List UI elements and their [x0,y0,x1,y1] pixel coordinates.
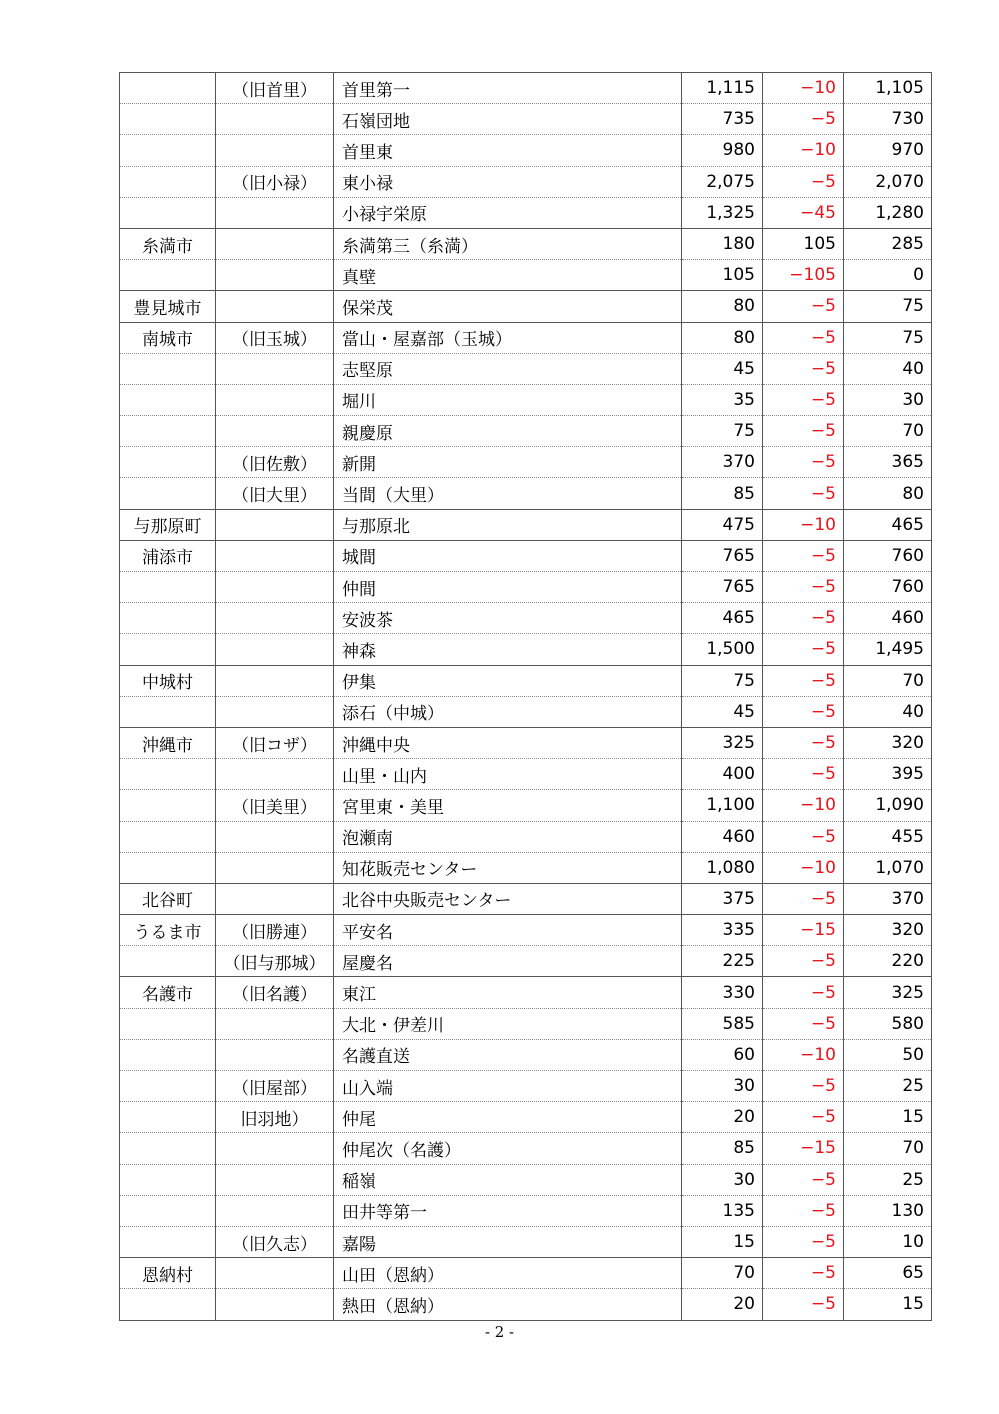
change-count-cell: −5 [763,727,844,758]
former-municipality-cell [216,1289,334,1320]
before-count-cell: 325 [682,727,763,758]
former-municipality-cell: （旧大里） [216,478,334,509]
municipality-cell [120,603,216,634]
former-municipality-cell [216,852,334,883]
location-name-cell: 石嶺団地 [334,104,682,135]
before-count-cell: 585 [682,1008,763,1039]
location-name-cell: 親慶原 [334,416,682,447]
former-municipality-cell [216,634,334,665]
change-count-cell: −10 [763,73,844,104]
former-municipality-cell [216,1039,334,1070]
before-count-cell: 60 [682,1039,763,1070]
table-row [120,322,932,353]
table-row [120,946,932,977]
after-count-cell: 10 [844,1226,932,1257]
before-count-cell: 75 [682,665,763,696]
location-name-cell: 田井等第一 [334,1195,682,1226]
municipality-cell: 南城市 [120,322,216,353]
municipality-cell [120,1039,216,1070]
table-row [120,1008,932,1039]
after-count-cell: 460 [844,603,932,634]
before-count-cell: 45 [682,696,763,727]
table-row [120,478,932,509]
after-count-cell: 25 [844,1071,932,1102]
table-row [120,696,932,727]
before-count-cell: 2,075 [682,166,763,197]
before-count-cell: 765 [682,540,763,571]
after-count-cell: 760 [844,540,932,571]
change-count-cell: −5 [763,603,844,634]
location-name-cell: 東江 [334,977,682,1008]
after-count-cell: 320 [844,915,932,946]
location-name-cell: 添石（中城） [334,696,682,727]
before-count-cell: 30 [682,1071,763,1102]
after-count-cell: 75 [844,322,932,353]
former-municipality-cell [216,1164,334,1195]
location-name-cell: 首里東 [334,135,682,166]
location-name-cell: 首里第一 [334,73,682,104]
change-count-cell: −5 [763,1164,844,1195]
table-row [120,1133,932,1164]
before-count-cell: 85 [682,478,763,509]
former-municipality-cell: （旧小禄） [216,166,334,197]
change-count-cell: −5 [763,1195,844,1226]
change-count-cell: −5 [763,946,844,977]
table-row [120,603,932,634]
municipality-cell: 豊見城市 [120,291,216,322]
location-name-cell: 糸満第三（糸満） [334,228,682,259]
former-municipality-cell [216,509,334,540]
former-municipality-cell [216,572,334,603]
table-row [120,572,932,603]
municipality-cell [120,1164,216,1195]
former-municipality-cell: （旧与那城） [216,946,334,977]
change-count-cell: −45 [763,197,844,228]
before-count-cell: 105 [682,260,763,291]
table-row [120,384,932,415]
municipality-cell: 名護市 [120,977,216,1008]
table-row [120,1289,932,1320]
municipality-cell: 沖縄市 [120,727,216,758]
location-name-cell: 知花販売センター [334,852,682,883]
location-name-cell: 与那原北 [334,509,682,540]
location-name-cell: 山田（恩納） [334,1258,682,1289]
former-municipality-cell [216,135,334,166]
change-count-cell: −10 [763,852,844,883]
change-count-cell: −5 [763,322,844,353]
change-count-cell: −5 [763,1226,844,1257]
change-count-cell: −5 [763,353,844,384]
location-name-cell: 北谷中央販売センター [334,883,682,914]
municipality-cell: うるま市 [120,915,216,946]
table-row [120,540,932,571]
former-municipality-cell [216,291,334,322]
former-municipality-cell: （旧美里） [216,790,334,821]
location-name-cell: 仲尾 [334,1102,682,1133]
location-name-cell: 名護直送 [334,1039,682,1070]
location-name-cell: 当間（大里） [334,478,682,509]
change-count-cell: −5 [763,1258,844,1289]
location-name-cell: 屋慶名 [334,946,682,977]
after-count-cell: 70 [844,665,932,696]
table-row [120,1258,932,1289]
after-count-cell: 760 [844,572,932,603]
change-count-cell: −15 [763,915,844,946]
former-municipality-cell [216,821,334,852]
change-count-cell: −5 [763,540,844,571]
before-count-cell: 35 [682,384,763,415]
municipality-cell [120,696,216,727]
former-municipality-cell: （旧佐敷） [216,447,334,478]
location-name-cell: 宮里東・美里 [334,790,682,821]
municipality-cell [120,1133,216,1164]
table-row [120,1039,932,1070]
change-count-cell: 105 [763,228,844,259]
table-row [120,821,932,852]
former-municipality-cell [216,1133,334,1164]
change-count-cell: −5 [763,291,844,322]
before-count-cell: 765 [682,572,763,603]
page-number: - 2 - [484,1323,515,1341]
before-count-cell: 15 [682,1226,763,1257]
location-name-cell: 城間 [334,540,682,571]
municipality-cell [120,260,216,291]
after-count-cell: 130 [844,1195,932,1226]
table-row [120,260,932,291]
after-count-cell: 40 [844,353,932,384]
location-name-cell: 嘉陽 [334,1226,682,1257]
table-row [120,291,932,322]
before-count-cell: 30 [682,1164,763,1195]
municipality-cell [120,946,216,977]
location-name-cell: 平安名 [334,915,682,946]
former-municipality-cell [216,1258,334,1289]
change-count-cell: −5 [763,1008,844,1039]
change-count-cell: −5 [763,447,844,478]
location-name-cell: 仲間 [334,572,682,603]
after-count-cell: 455 [844,821,932,852]
municipality-cell: 浦添市 [120,540,216,571]
municipality-cell [120,197,216,228]
former-municipality-cell [216,696,334,727]
table-row [120,977,932,1008]
municipality-cell [120,1008,216,1039]
after-count-cell: 580 [844,1008,932,1039]
change-count-cell: −5 [763,1102,844,1133]
after-count-cell: 285 [844,228,932,259]
municipality-cell [120,104,216,135]
former-municipality-cell [216,228,334,259]
after-count-cell: 395 [844,759,932,790]
before-count-cell: 80 [682,291,763,322]
change-count-cell: −5 [763,821,844,852]
change-count-cell: −10 [763,790,844,821]
former-municipality-cell [216,260,334,291]
table-row [120,634,932,665]
after-count-cell: 15 [844,1289,932,1320]
former-municipality-cell [216,883,334,914]
table-row [120,852,932,883]
after-count-cell: 70 [844,416,932,447]
municipality-cell [120,790,216,821]
table-row [120,1164,932,1195]
location-name-cell: 伊集 [334,665,682,696]
table-row [120,1195,932,1226]
before-count-cell: 20 [682,1102,763,1133]
change-count-cell: −5 [763,665,844,696]
location-name-cell: 沖縄中央 [334,727,682,758]
after-count-cell: 370 [844,883,932,914]
former-municipality-cell [216,665,334,696]
before-count-cell: 85 [682,1133,763,1164]
municipality-cell [120,416,216,447]
after-count-cell: 30 [844,384,932,415]
after-count-cell: 220 [844,946,932,977]
change-count-cell: −5 [763,883,844,914]
table-row [120,447,932,478]
after-count-cell: 1,105 [844,73,932,104]
change-count-cell: −5 [763,977,844,1008]
municipality-cell [120,1195,216,1226]
before-count-cell: 20 [682,1289,763,1320]
before-count-cell: 180 [682,228,763,259]
before-count-cell: 1,100 [682,790,763,821]
former-municipality-cell: （旧玉城） [216,322,334,353]
location-name-cell: 稲嶺 [334,1164,682,1195]
municipality-cell [120,1102,216,1133]
table-row [120,509,932,540]
former-municipality-cell [216,759,334,790]
location-name-cell: 堀川 [334,384,682,415]
table-row [120,197,932,228]
former-municipality-cell: （旧久志） [216,1226,334,1257]
after-count-cell: 25 [844,1164,932,1195]
former-municipality-cell: （旧コザ） [216,727,334,758]
change-count-cell: −5 [763,166,844,197]
change-count-cell: −10 [763,509,844,540]
location-name-cell: 志堅原 [334,353,682,384]
location-name-cell: 泡瀬南 [334,821,682,852]
after-count-cell: 465 [844,509,932,540]
change-count-cell: −10 [763,135,844,166]
table-row [120,1226,932,1257]
municipality-cell [120,353,216,384]
former-municipality-cell [216,353,334,384]
after-count-cell: 2,070 [844,166,932,197]
table-row [120,883,932,914]
former-municipality-cell [216,104,334,135]
former-municipality-cell: （旧屋部） [216,1071,334,1102]
municipality-cell [120,135,216,166]
municipality-cell: 糸満市 [120,228,216,259]
distribution-table [119,72,932,1321]
municipality-cell [120,384,216,415]
municipality-cell [120,73,216,104]
after-count-cell: 70 [844,1133,932,1164]
after-count-cell: 1,070 [844,852,932,883]
table-row [120,416,932,447]
former-municipality-cell [216,197,334,228]
after-count-cell: 15 [844,1102,932,1133]
change-count-cell: −105 [763,260,844,291]
table-row [120,166,932,197]
location-name-cell: 仲尾次（名護） [334,1133,682,1164]
change-count-cell: −15 [763,1133,844,1164]
municipality-cell [120,852,216,883]
location-name-cell: 神森 [334,634,682,665]
table-row [120,727,932,758]
before-count-cell: 370 [682,447,763,478]
before-count-cell: 330 [682,977,763,1008]
table-row [120,353,932,384]
location-name-cell: 新開 [334,447,682,478]
after-count-cell: 365 [844,447,932,478]
former-municipality-cell [216,1008,334,1039]
former-municipality-cell: 旧羽地） [216,1102,334,1133]
former-municipality-cell [216,384,334,415]
after-count-cell: 325 [844,977,932,1008]
before-count-cell: 375 [682,883,763,914]
after-count-cell: 80 [844,478,932,509]
before-count-cell: 335 [682,915,763,946]
location-name-cell: 熱田（恩納） [334,1289,682,1320]
location-name-cell: 保栄茂 [334,291,682,322]
municipality-cell [120,572,216,603]
location-name-cell: 山入端 [334,1071,682,1102]
change-count-cell: −5 [763,1289,844,1320]
after-count-cell: 1,280 [844,197,932,228]
change-count-cell: −5 [763,104,844,135]
before-count-cell: 1,115 [682,73,763,104]
table-row [120,1102,932,1133]
location-name-cell: 小禄宇栄原 [334,197,682,228]
municipality-cell [120,166,216,197]
change-count-cell: −5 [763,384,844,415]
before-count-cell: 475 [682,509,763,540]
former-municipality-cell [216,416,334,447]
before-count-cell: 70 [682,1258,763,1289]
municipality-cell: 北谷町 [120,883,216,914]
municipality-cell [120,478,216,509]
after-count-cell: 970 [844,135,932,166]
former-municipality-cell: （旧名護） [216,977,334,1008]
before-count-cell: 45 [682,353,763,384]
before-count-cell: 1,500 [682,634,763,665]
table-row [120,73,932,104]
municipality-cell [120,447,216,478]
table-row [120,759,932,790]
after-count-cell: 1,495 [844,634,932,665]
table-row [120,104,932,135]
before-count-cell: 980 [682,135,763,166]
before-count-cell: 135 [682,1195,763,1226]
location-name-cell: 真壁 [334,260,682,291]
municipality-cell [120,1226,216,1257]
before-count-cell: 1,325 [682,197,763,228]
change-count-cell: −5 [763,759,844,790]
former-municipality-cell: （旧首里） [216,73,334,104]
after-count-cell: 320 [844,727,932,758]
change-count-cell: −5 [763,572,844,603]
after-count-cell: 50 [844,1039,932,1070]
before-count-cell: 75 [682,416,763,447]
table-row [120,665,932,696]
former-municipality-cell [216,603,334,634]
table-row [120,135,932,166]
change-count-cell: −5 [763,1071,844,1102]
before-count-cell: 465 [682,603,763,634]
before-count-cell: 460 [682,821,763,852]
after-count-cell: 1,090 [844,790,932,821]
municipality-cell: 中城村 [120,665,216,696]
table-row [120,1071,932,1102]
location-name-cell: 東小禄 [334,166,682,197]
municipality-cell [120,1071,216,1102]
table-row [120,228,932,259]
location-name-cell: 大北・伊差川 [334,1008,682,1039]
municipality-cell [120,759,216,790]
former-municipality-cell: （旧勝連） [216,915,334,946]
after-count-cell: 730 [844,104,932,135]
municipality-cell [120,1289,216,1320]
municipality-cell: 恩納村 [120,1258,216,1289]
change-count-cell: −5 [763,634,844,665]
municipality-cell: 与那原町 [120,509,216,540]
former-municipality-cell [216,1195,334,1226]
after-count-cell: 0 [844,260,932,291]
former-municipality-cell [216,540,334,571]
after-count-cell: 65 [844,1258,932,1289]
change-count-cell: −10 [763,1039,844,1070]
municipality-cell [120,634,216,665]
location-name-cell: 山里・山内 [334,759,682,790]
change-count-cell: −5 [763,696,844,727]
before-count-cell: 735 [682,104,763,135]
location-name-cell: 安波茶 [334,603,682,634]
before-count-cell: 1,080 [682,852,763,883]
after-count-cell: 40 [844,696,932,727]
municipality-cell [120,821,216,852]
before-count-cell: 400 [682,759,763,790]
change-count-cell: −5 [763,478,844,509]
before-count-cell: 225 [682,946,763,977]
after-count-cell: 75 [844,291,932,322]
change-count-cell: −5 [763,416,844,447]
before-count-cell: 80 [682,322,763,353]
table-row [120,915,932,946]
location-name-cell: 當山・屋嘉部（玉城） [334,322,682,353]
table-row [120,790,932,821]
